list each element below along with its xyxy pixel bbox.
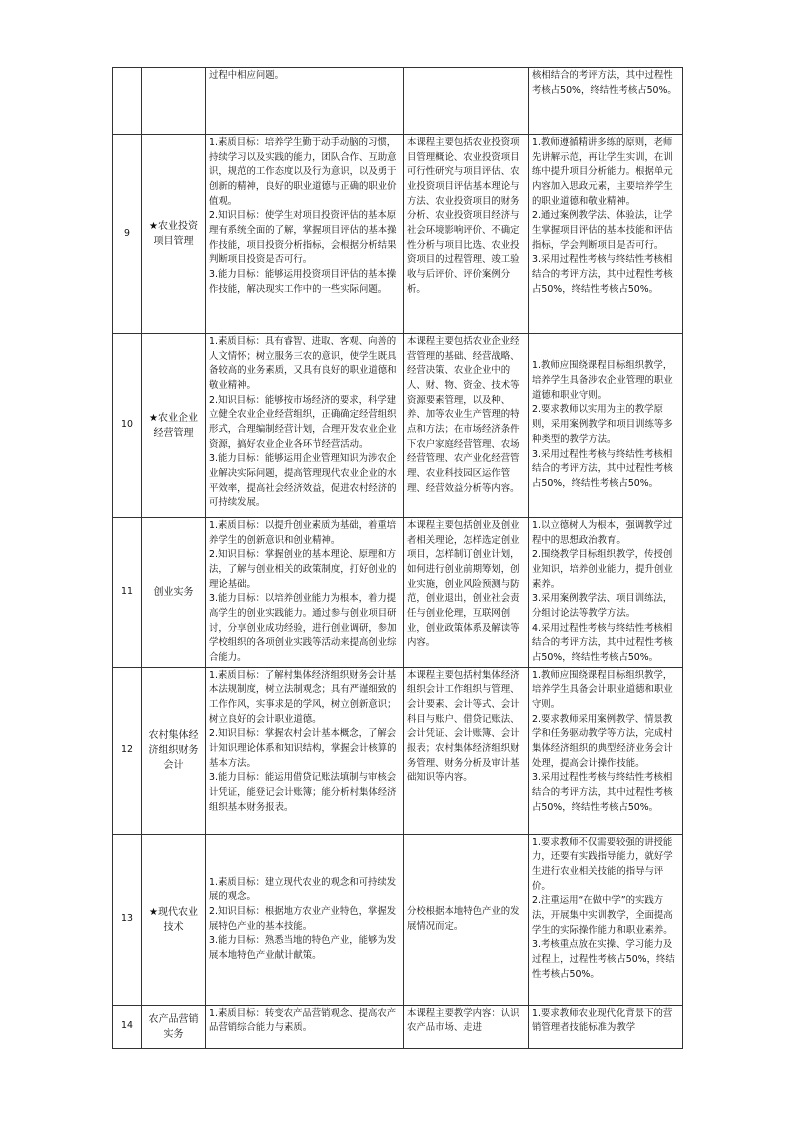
- method-text: 2.要求教师采用案例教学、情景教学和任务驱动教学等方法，完成村集体经济组织的典型经济业务会计处理，提高会计操作技能。: [532, 713, 673, 769]
- row-number: [113, 68, 142, 135]
- row-number: 12: [113, 667, 142, 834]
- course-goals: [206, 518, 404, 668]
- teaching-method: [529, 135, 683, 334]
- row-number: 9: [113, 135, 142, 334]
- goal-text: 1.素质目标：培养学生勤于动手动脑的习惯，持续学习以及实践的能力，团队合作、互助意识，规范的工作态度以及行为意识，以及勇于创新的精神，良好的职业道德与正确的职业价值观。: [209, 137, 397, 207]
- goal-text: 1.素质目标：具有睿智、进取、客观、向善的人文情怀；树立服务三农的意识，使学生既具备较高的业务素质，又具有良好的职业道德和敬业精神。: [209, 336, 397, 392]
- method-text: 2.注重运用“在做中学”的实践方法，开展集中实训教学，全面提高学生的实际操作能力和职业素养。: [532, 895, 673, 936]
- course-goals: [206, 68, 404, 135]
- course-content: [404, 68, 529, 135]
- course-content: [404, 834, 529, 1005]
- row-number: 14: [113, 1005, 142, 1048]
- course-goals: [206, 135, 404, 334]
- method-text: 2.通过案例教学法、体验法，让学生掌握项目评估的基本技能和评估指标，学会判断项目是否可行。: [532, 210, 673, 251]
- content-text: 本课程主要包括创业及创业者相关理论，怎样选定创业项目，怎样制订创业计划，如何进行创业前期筹划，创业实施，创业风险预测与防范，创业退出，创业社会责任与创业伦理，互联网创业，创业政策体系及解读等内容。: [407, 520, 520, 649]
- method-text: 1.教师遵循精讲多练的原则，老师先讲解示范，再让学生实训，在训练中提升项目分析能力。根据单元内容加入思政元素，主要培养学生的职业道德和敬业精神。: [532, 137, 673, 207]
- teaching-method: [529, 334, 683, 518]
- method-text: 2.要求教师以实用为主的教学原则，采用案例教学和项目训练等多种类型的教学方法。: [532, 404, 673, 445]
- table-row: [113, 135, 683, 334]
- course-name: ★农业投资项目管理: [142, 135, 206, 334]
- teaching-method: [529, 667, 683, 834]
- course-name: 农村集体经济组织财务会计: [142, 667, 206, 834]
- method-text: 4.采用过程性考核与终结性考核相结合的考评方法，其中过程性考核占50%，终结性考核占50%。: [532, 622, 673, 664]
- goal-text: 1.素质目标：转变农产品营销观念、提高农产品营销综合能力与素质。: [209, 1007, 397, 1034]
- method-text: 1.教师应围绕课程目标组织教学，培养学生具备会计职业道德和职业守则。: [532, 669, 673, 711]
- content-text: 本课程主要包括农业投资项目管理概论、农业投资项目可行性研究与项目评估、农业投资项目评估基本理论与方法、农业投资项目的财务分析、农业投资项目经济与社会环境影响评价、不确定性分析与项目比选、农业投资项目的过程管理、竣工验收与后评价、评价案例分析。: [407, 137, 520, 295]
- method-text: 1.要求教师不仅需要较强的讲授能力，还要有实践指导能力，就好学生进行农业相关技能的指导与评价。: [532, 836, 673, 892]
- goal-text: 3.能力目标：能够运用企业管理知识为涉农企业解决实际问题，提高管理现代农业企业的水平效率，提高社会经济效益，促进农村经济的可持续发展。: [209, 453, 397, 509]
- course-name: ★农业企业经营管理: [142, 334, 206, 518]
- goal-text: 3.能力目标：以培养创业能力为根本，着力提高学生的创业实践能力。通过参与创业项目研讨，分享创业成功经验，进行创业调研，参加学校组织的各项创业实践等活动来提高创业综合能力。: [209, 593, 397, 664]
- table-row: [113, 667, 683, 834]
- goal-text: 1.素质目标：建立现代农业的观念和可持续发展的观念。: [209, 876, 397, 903]
- content-text: 分校根据本地特色产业的发展情况而定。: [407, 906, 520, 932]
- table-row: [113, 334, 683, 518]
- course-name: ★现代农业技术: [142, 834, 206, 1005]
- goal-text: 2.知识目标：掌握农村会计基本概念，了解会计知识理论体系和知识结构，掌握会计核算的基本方法。: [209, 728, 397, 769]
- table-row: [113, 68, 683, 135]
- course-content: [404, 334, 529, 518]
- method-text: 3.采用过程性考核与终结性考核相结合的考评方法，其中过程性考核占50%，终结性考核占50%。: [532, 448, 673, 489]
- table-row: [113, 518, 683, 668]
- course-table: [112, 67, 683, 1049]
- course-content: [404, 135, 529, 334]
- goal-text: 1.素质目标：以提升创业素质为基础，着重培养学生的创新意识和创业精神。: [209, 520, 397, 546]
- content-text: 本课程主要教学内容：认识农产品市场、走进: [407, 1007, 520, 1034]
- method-text: 1.以立德树人为根本，强调教学过程中的思想政治教育。: [532, 520, 673, 546]
- course-goals: [206, 334, 404, 518]
- row-number: 11: [113, 518, 142, 668]
- method-text: 3.考核重点放在实操、学习能力及过程上，过程性考核占50%，终结性考核占50%。: [532, 939, 675, 980]
- teaching-method: [529, 1005, 683, 1048]
- method-text: 3.采用过程性考核与终结性考核相结合的考评方法，其中过程性考核占50%，终结性考核占50%。: [532, 772, 673, 813]
- course-content: [404, 1005, 529, 1048]
- goal-text: 3.能力目标：熟悉当地的特色产业，能够为发展本地特色产业献计献策。: [209, 935, 397, 962]
- method-text: 3.采用过程性考核与终结性考核相结合的考评方法，其中过程性考核占50%，终结性考核占50%。: [532, 254, 673, 295]
- table-row: [113, 1005, 683, 1048]
- teaching-method: [529, 518, 683, 668]
- content-text: 本课程主要包括村集体经济组织会计工作组织与管理、会计要素、会计等式、会计科目与账户、借贷记账法、会计凭证、会计账簿、会计报表；农村集体经济组织财务管理、财务分析及审计基础知识等内容。: [407, 669, 520, 784]
- content-text: 本课程主要包括农业企业经营管理的基础、经营战略、经营决策、农业企业中的人、财、物、资金、技术等资源要素管理，以及种、养、加等农业生产管理的特点和方法；在市场经济条件下农户家庭经营管理、农场经营管理、农产业化经营管理、农业科技园区运作管理、经营效益分析等内容。: [407, 336, 520, 494]
- method-text: 2.围绕教学目标组织教学，传授创业知识，培养创业能力，提升创业素养。: [532, 549, 673, 590]
- goal-text: 3.能力目标：能够运用投资项目评估的基本操作技能，解决现实工作中的一些实际问题。: [209, 269, 397, 295]
- goal-text: 2.知识目标：根据地方农业产业特色，掌握发展特色产业的基本技能。: [209, 906, 397, 932]
- course-goals: [206, 1005, 404, 1048]
- teaching-method: [529, 834, 683, 1005]
- course-name: [142, 68, 206, 135]
- course-goals: [206, 667, 404, 834]
- row-number: 10: [113, 334, 142, 518]
- method-text: 核相结合的考评方法，其中过程性考核占50%，终结性考核占50%。: [532, 70, 677, 96]
- goal-text: 过程中相应问题。: [209, 70, 285, 81]
- goal-text: 2.知识目标：使学生对项目投资评估的基本原理有系统全面的了解，掌握项目评估的基本操作技能，项目投资分析指标，会根据分析结果判断项目投资是否可行。: [209, 210, 397, 266]
- goal-text: 1.素质目标：了解村集体经济组织财务会计基本法规制度，树立法制观念；具有严谨细致的工作作风，实事求是的学风，树立创新意识；树立良好的会计职业道德。: [209, 669, 397, 725]
- goal-text: 2.知识目标：掌握创业的基本理论、原理和方法，了解与创业相关的政策制度，打好创业的理论基础。: [209, 549, 397, 590]
- course-content: [404, 667, 529, 834]
- teaching-method: [529, 68, 683, 135]
- method-text: 1.教师应围绕课程目标组织教学，培养学生具备涉农企业管理的职业道德和职业守则。: [532, 360, 673, 401]
- course-content: [404, 518, 529, 668]
- course-goals: [206, 834, 404, 1005]
- method-text: 3.采用案例教学法、项目训练法，分组讨论法等教学方法。: [532, 593, 673, 620]
- method-text: 1.要求教师农业现代化背景下的营销管理者技能标准为教学: [532, 1007, 673, 1034]
- goal-text: 2.知识目标：能够按市场经济的要求，科学建立健全农业企业经营组织，正确确定经营组织形式，合理编制经营计划，合理开发农业企业资源，搞好农业企业各环节经营活动。: [209, 394, 397, 450]
- course-name: 农产品营销实务: [142, 1005, 206, 1048]
- row-number: 13: [113, 834, 142, 1005]
- table-row: [113, 834, 683, 1005]
- course-name: 创业实务: [142, 518, 206, 668]
- goal-text: 3.能力目标：能运用借贷记账法填制与审核会计凭证，能登记会计账簿；能分析村集体经济组织基本财务报表。: [209, 772, 397, 813]
